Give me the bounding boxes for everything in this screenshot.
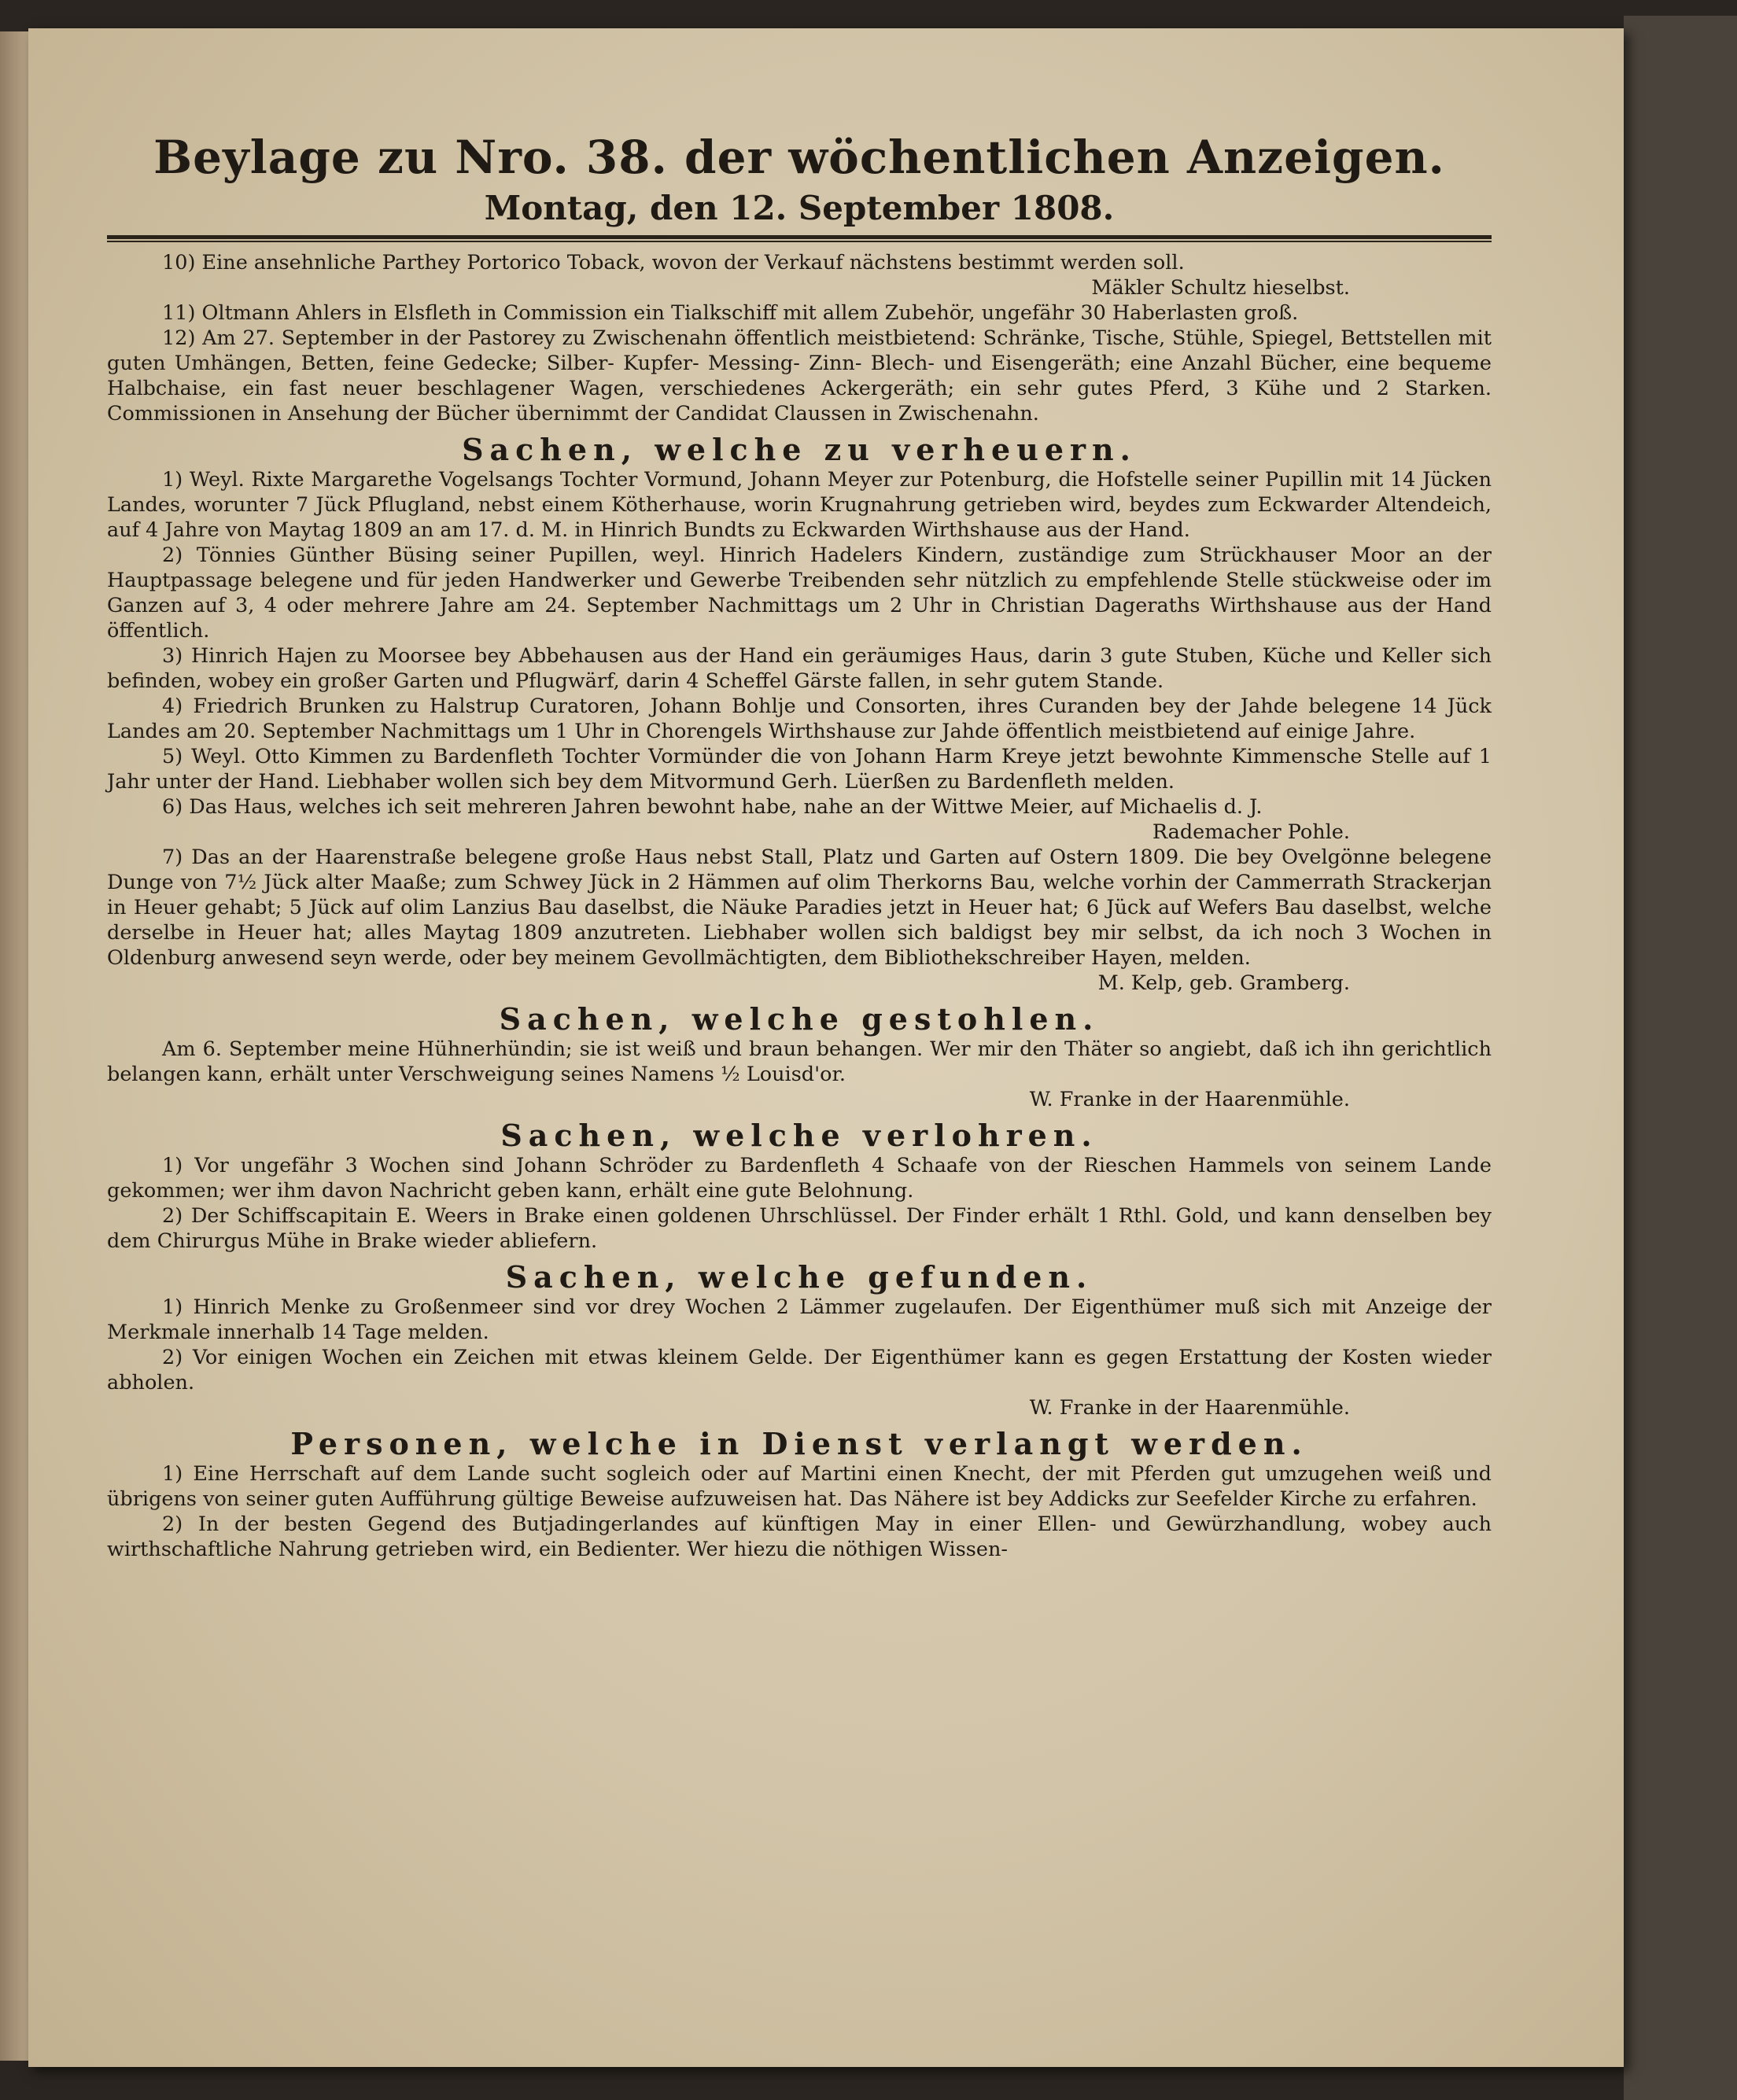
announcement-entry: 7) Das an der Haarenstraße belegene große Haus nebst Stall, Platz und Garten auf Ostern 1809. Die bey Ovelgönne belegene Dunge von 7½ Jück alter Maaße; zum Schwey Jück in 2 Hämmen auf olim Therkorns Bau, welche vorhin der Cammerrath Strackerjan in Heuer gehabt; 5 Jück auf olim Lanzius Bau daselbst, die Näuke Paradies jetzt in Heuer hat; 6 Jück auf Wefers Bau daselbst, welche derselbe in Heuer hat; alles Maytag 1809 anzutreten. Liebhaber wollen sich baldigst bey mir selbst, da ich noch 3 Wochen in Oldenburg anwesend seyn werde, oder bey meinem Gevollmächtigten, dem Bibliothekschreiber Hayen, melden. xyxy=(107,846,1492,970)
entry-signature: Rademacher Pohle. xyxy=(1152,820,1350,844)
newspaper-page xyxy=(28,28,1624,2067)
section-heading: Sachen, welche gefunden. xyxy=(505,1259,1093,1295)
announcement-entry: 10) Eine ansehnliche Parthey Portorico Toback, wovon der Verkauf nächstens bestimmt werden soll. xyxy=(162,251,1185,274)
announcement-entry: 3) Hinrich Hajen zu Moorsee bey Abbehausen aus der Hand ein geräumiges Haus, darin 3 gute Stuben, Küche und Keller sich befinden, wobey ein großer Garten und Pflugwärf, darin 4 Scheffel Gärste fallen, in sehr gutem Stande. xyxy=(107,644,1492,693)
announcement-entry: 5) Weyl. Otto Kimmen zu Bardenfleth Tochter Vormünder die von Johann Harm Kreye jetzt bewohnte Kimmensche Stelle auf 1 Jahr unter der Hand. Liebhaber wollen sich bey dem Mitvormund Gerh. Lüerßen zu Bardenfleth melden. xyxy=(107,745,1492,794)
facing-page-edge xyxy=(0,31,28,2061)
header-rule-thick xyxy=(107,235,1492,239)
section-heading: Sachen, welche gestohlen. xyxy=(499,1001,1100,1037)
announcement-entry: 2) Der Schiffscapitain E. Weers in Brake einen goldenen Uhrschlüssel. Der Finder erhält 1 Rthl. Gold, und kann denselben bey dem Chirurgus Mühe in Brake wieder abliefern. xyxy=(107,1204,1492,1253)
announcement-entry: 6) Das Haus, welches ich seit mehreren Jahren bewohnt habe, nahe an der Wittwe Meier, auf Michaelis d. J. xyxy=(162,795,1263,819)
announcement-entry: 1) Hinrich Menke zu Großenmeer sind vor drey Wochen 2 Lämmer zugelaufen. Der Eigenthümer muß sich mit Anzeige der Merkmale innerhalb 14 Tage melden. xyxy=(107,1295,1492,1344)
background-strip xyxy=(1624,16,1737,2100)
page-title: Beylage zu Nro. 38. der wöchentlichen Anzeigen. xyxy=(153,131,1445,184)
section-heading: Sachen, welche verlohren. xyxy=(500,1118,1098,1153)
announcement-entry: 2) In der besten Gegend des Butjadingerlandes auf künftigen May in einer Ellen- und Gewürzhandlung, wobey auch wirthschaftliche Nahrung getrieben wird, ein Bedienter. Wer hiezu die nöthigen Wissen- xyxy=(107,1512,1492,1561)
announcement-entry: 12) Am 27. September in der Pastorey zu Zwischenahn öffentlich meistbietend: Schränke, Tische, Stühle, Spiegel, Bettstellen mit guten Umhängen, Betten, feine Gedecke; Silber- Kupfer- Messing- Zinn- Blech- und Eisengeräth; eine Anzahl Bücher, eine bequeme Halbchaise, ein fast neuer beschlagener Wagen, verschiedenes Ackergeräth; ein sehr gutes Pferd, 3 Kühe und 2 Starken. Commissionen in Ansehung der Bücher übernimmt der Candidat Claussen in Zwischenahn. xyxy=(107,326,1492,426)
announcement-entry: 2) Tönnies Günther Büsing seiner Pupillen, weyl. Hinrich Hadelers Kindern, zuständige zum Strückhauser Moor an der Hauptpassage belegene und für jeden Handwerker und Gewerbe Treibenden sehr nützlich zu empfehlende Stelle stückweise oder im Ganzen auf 3, 4 oder mehrere Jahre am 24. September Nachmittags um 2 Uhr in Christian Dageraths Wirthshause aus der Hand öffentlich. xyxy=(107,543,1492,643)
date-line: Montag, den 12. September 1808. xyxy=(484,189,1115,227)
announcement-entry: 1) Eine Herrschaft auf dem Lande sucht sogleich oder auf Martini einen Knecht, der mit Pferden gut umzugehen weiß und übrigens von seiner guten Aufführung gültige Beweise aufzuweisen hat. Das Nähere ist bey Addicks zur Seefelder Kirche zu erfahren. xyxy=(107,1462,1492,1511)
announcement-list xyxy=(107,250,1492,1562)
announcement-entry: 4) Friedrich Brunken zu Halstrup Curatoren, Johann Bohlje und Consorten, ihres Curanden bey der Jahde belegene 14 Jück Landes am 20. September Nachmittags um 1 Uhr in Chorengels Wirthshause zur Jahde öffentlich meistbietend auf einige Jahre. xyxy=(107,694,1492,743)
page-content xyxy=(107,131,1492,1562)
entry-signature: W. Franke in der Haarenmühle. xyxy=(1029,1396,1350,1420)
section-heading: Personen, welche in Dienst verlangt werden. xyxy=(290,1426,1308,1461)
announcement-entry: Am 6. September meine Hühnerhündin; sie ist weiß und braun behangen. Wer mir den Thäter so angiebt, daß ich ihn gerichtlich belangen kann, erhält unter Verschweigung seines Namens ½ Louisd'or. xyxy=(107,1037,1492,1086)
announcement-entry: 11) Oltmann Ahlers in Elsfleth in Commission ein Tialkschiff mit allem Zubehör, ungefähr 30 Haberlasten groß. xyxy=(162,301,1299,325)
entry-signature: Mäkler Schultz hieselbst. xyxy=(1091,276,1350,300)
announcement-entry: 2) Vor einigen Wochen ein Zeichen mit etwas kleinem Gelde. Der Eigenthümer kann es gegen Erstattung der Kosten wieder abholen. xyxy=(107,1346,1492,1394)
section-heading: Sachen, welche zu verheuern. xyxy=(462,432,1137,467)
announcement-entry: 1) Weyl. Rixte Margarethe Vogelsangs Tochter Vormund, Johann Meyer zur Potenburg, die Hofstelle seiner Pupillin mit 14 Jücken Landes, worunter 7 Jück Pflugland, nebst einem Kötherhause, worin Krugnahrung getrieben wird, beydes zum Eckwarder Altendeich, auf 4 Jahre von Maytag 1809 an am 17. d. M. in Hinrich Bundts zu Eckwarden Wirthshause aus der Hand. xyxy=(107,468,1492,542)
entry-signature: W. Franke in der Haarenmühle. xyxy=(1029,1088,1350,1111)
header-rule-thin xyxy=(107,241,1492,242)
entry-signature: M. Kelp, geb. Gramberg. xyxy=(1097,971,1350,995)
announcement-entry: 1) Vor ungefähr 3 Wochen sind Johann Schröder zu Bardenfleth 4 Schaafe von der Rieschen Hammels von seinem Lande gekommen; wer ihm davon Nachricht geben kann, erhält eine gute Belohnung. xyxy=(107,1154,1492,1203)
